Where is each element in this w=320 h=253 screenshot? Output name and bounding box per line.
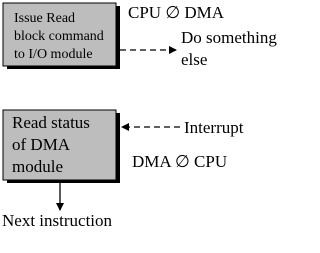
read-status-line-3: module <box>12 157 63 176</box>
dma-to-cpu-label: DMA ∅ CPU <box>132 152 228 171</box>
do-something-label-line-2: else <box>181 50 208 69</box>
issue-read-line-2: block command <box>14 29 104 44</box>
issue-read-line-1: Issue Read <box>14 11 76 26</box>
read-status-box <box>3 110 120 183</box>
interrupt-label: Interrupt <box>184 118 244 137</box>
issue-read-line-3: to I/O module <box>14 47 93 62</box>
cpu-to-dma-label: CPU ∅ DMA <box>128 3 225 22</box>
do-something-label-line-1: Do something <box>181 28 277 47</box>
read-status-line-2: of DMA <box>12 135 71 154</box>
issue-read-box <box>3 3 120 69</box>
read-status-line-1: Read status <box>12 113 90 132</box>
next-instruction-label: Next instruction <box>2 211 113 230</box>
